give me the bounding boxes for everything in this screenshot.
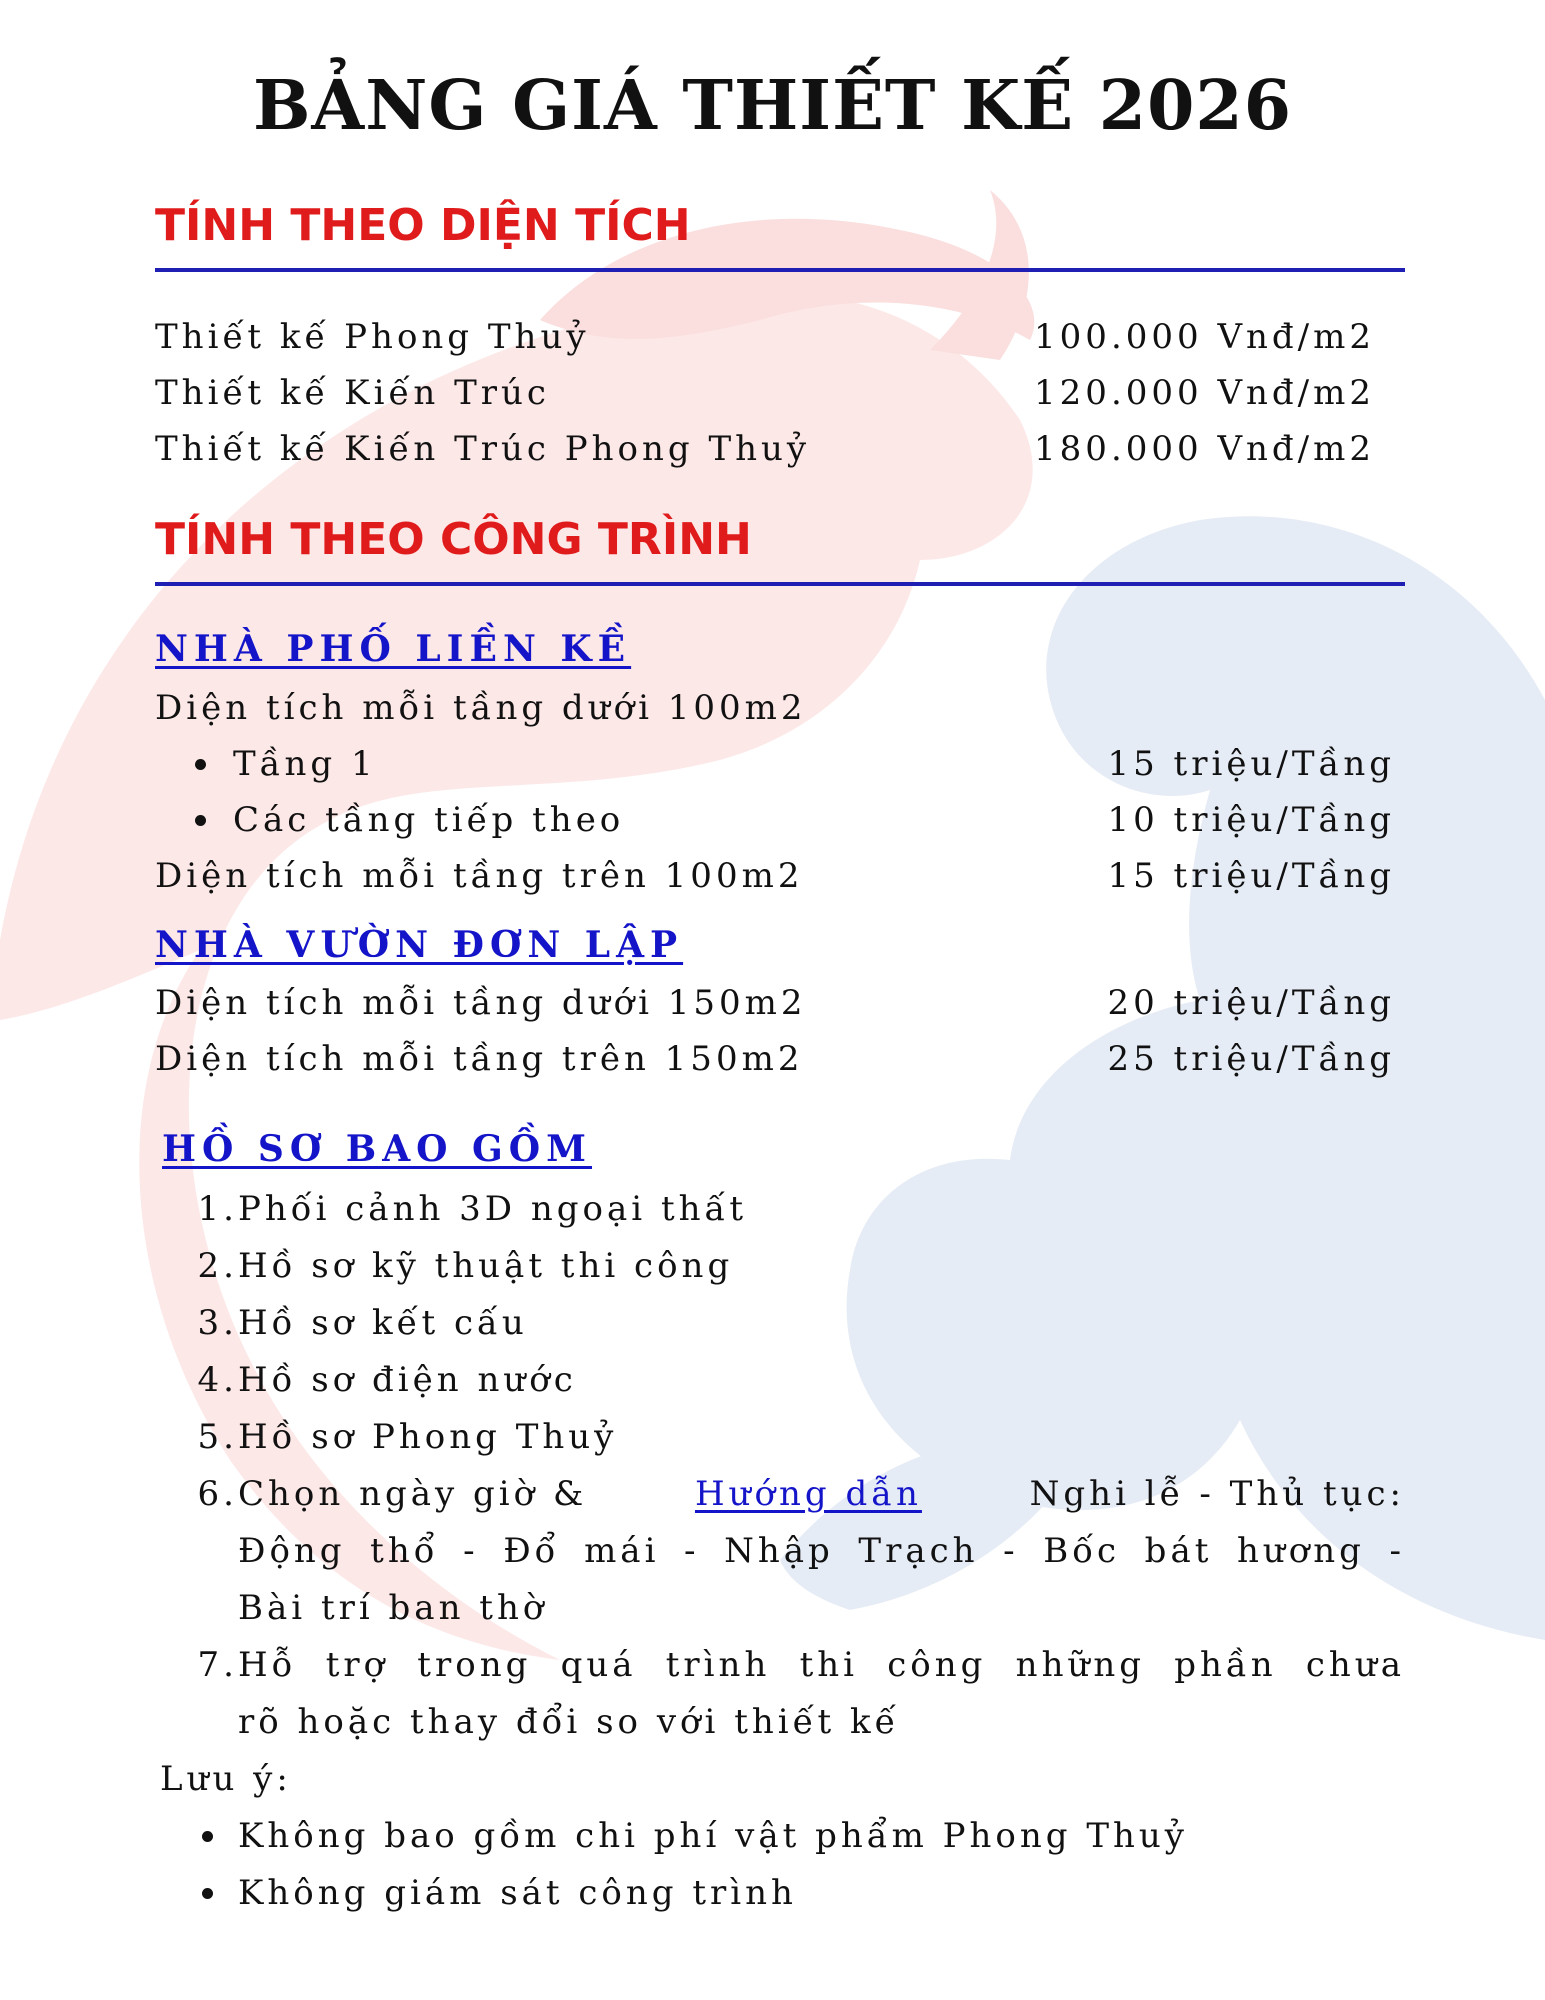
note-label: Lưu ý: bbox=[160, 1759, 292, 1799]
price-label: Thiết kế Kiến Trúc bbox=[155, 373, 550, 413]
price-row-architecture bbox=[155, 367, 1395, 419]
item-number: 1. bbox=[197, 1189, 238, 1229]
villa-over-price: 25 triệu/Tầng bbox=[1107, 1039, 1395, 1079]
townhouse-next-price: 10 triệu/Tầng bbox=[1107, 800, 1395, 840]
townhouse-over-row bbox=[155, 850, 1395, 902]
villa-title-link[interactable]: NHÀ VƯỜN ĐƠN LẬP bbox=[155, 924, 684, 966]
villa-over-row bbox=[155, 1033, 1395, 1085]
townhouse-under-label: Diện tích mỗi tầng dưới 100m2 bbox=[155, 688, 807, 728]
item-number: 7. bbox=[197, 1645, 238, 1685]
project-section-rule bbox=[155, 582, 1405, 586]
item-number: 4. bbox=[197, 1360, 238, 1400]
item-number: 2. bbox=[197, 1246, 238, 1286]
villa-under-price: 20 triệu/Tầng bbox=[1107, 983, 1395, 1023]
price-value: 180.000 Vnđ/m2 bbox=[1034, 429, 1375, 469]
bullet-icon bbox=[202, 1888, 213, 1899]
dossier-title-link[interactable]: HỒ SƠ BAO GỒM bbox=[162, 1128, 593, 1170]
bullet-icon bbox=[195, 759, 206, 770]
item-number: 5. bbox=[197, 1417, 238, 1457]
item-text: Hồ sơ điện nước bbox=[238, 1360, 577, 1400]
price-label: Thiết kế Phong Thuỷ bbox=[155, 317, 590, 357]
guide-link[interactable]: Hướng dẫn bbox=[694, 1474, 922, 1514]
item-text-line2: Động thổ - Đổ mái - Nhập Trạch - Bốc bát hương - bbox=[238, 1531, 1405, 1571]
price-value: 120.000 Vnđ/m2 bbox=[1034, 373, 1375, 413]
price-label: Thiết kế Kiến Trúc Phong Thuỷ bbox=[155, 429, 811, 469]
page-title: BẢNG GIÁ THIẾT KẾ 2026 bbox=[252, 66, 1293, 146]
price-row-architecture-feng-shui bbox=[155, 423, 1395, 475]
townhouse-floor1-label: Tầng 1 bbox=[233, 744, 377, 784]
townhouse-floor1-price: 15 triệu/Tầng bbox=[1107, 744, 1395, 784]
note-text: Không bao gồm chi phí vật phẩm Phong Thuỷ bbox=[238, 1816, 1189, 1856]
townhouse-floor1-row bbox=[155, 738, 1395, 790]
townhouse-under-row bbox=[155, 682, 1395, 734]
item-text-line2: rõ hoặc thay đổi so với thiết kế bbox=[238, 1702, 900, 1742]
item-number: 3. bbox=[197, 1303, 238, 1343]
item-text-line1 bbox=[238, 1466, 1405, 1523]
item-text-pre: Chọn ngày giờ & bbox=[238, 1474, 588, 1514]
villa-under-row bbox=[155, 977, 1395, 1029]
note-text: Không giám sát công trình bbox=[238, 1873, 797, 1913]
villa-over-label: Diện tích mỗi tầng trên 150m2 bbox=[155, 1039, 804, 1079]
item-text-line1: Hỗ trợ trong quá trình thi công những phần chưa bbox=[238, 1645, 1405, 1685]
item-text: Hồ sơ kết cấu bbox=[238, 1303, 528, 1343]
villa-under-label: Diện tích mỗi tầng dưới 150m2 bbox=[155, 983, 807, 1023]
price-row-feng-shui bbox=[155, 311, 1395, 363]
item-text-line3: Bài trí ban thờ bbox=[238, 1588, 548, 1628]
townhouse-over-price: 15 triệu/Tầng bbox=[1107, 856, 1395, 896]
area-section-heading: TÍNH THEO DIỆN TÍCH bbox=[155, 200, 691, 251]
townhouse-title-link[interactable]: NHÀ PHỐ LIỀN KỀ bbox=[155, 628, 632, 670]
item-text: Phối cảnh 3D ngoại thất bbox=[238, 1189, 748, 1229]
item-text: Hồ sơ kỹ thuật thi công bbox=[238, 1246, 734, 1286]
townhouse-next-row bbox=[155, 794, 1395, 846]
bullet-icon bbox=[195, 815, 206, 826]
item-number: 6. bbox=[197, 1474, 238, 1514]
area-section-rule bbox=[155, 268, 1405, 272]
price-value: 100.000 Vnđ/m2 bbox=[1034, 317, 1375, 357]
bullet-icon bbox=[202, 1831, 213, 1842]
townhouse-over-label: Diện tích mỗi tầng trên 100m2 bbox=[155, 856, 804, 896]
project-section-heading: TÍNH THEO CÔNG TRÌNH bbox=[155, 514, 752, 565]
item-text-post: Nghi lễ - Thủ tục: bbox=[1029, 1474, 1405, 1514]
item-text: Hồ sơ Phong Thuỷ bbox=[238, 1417, 618, 1457]
townhouse-next-label: Các tầng tiếp theo bbox=[233, 800, 625, 840]
